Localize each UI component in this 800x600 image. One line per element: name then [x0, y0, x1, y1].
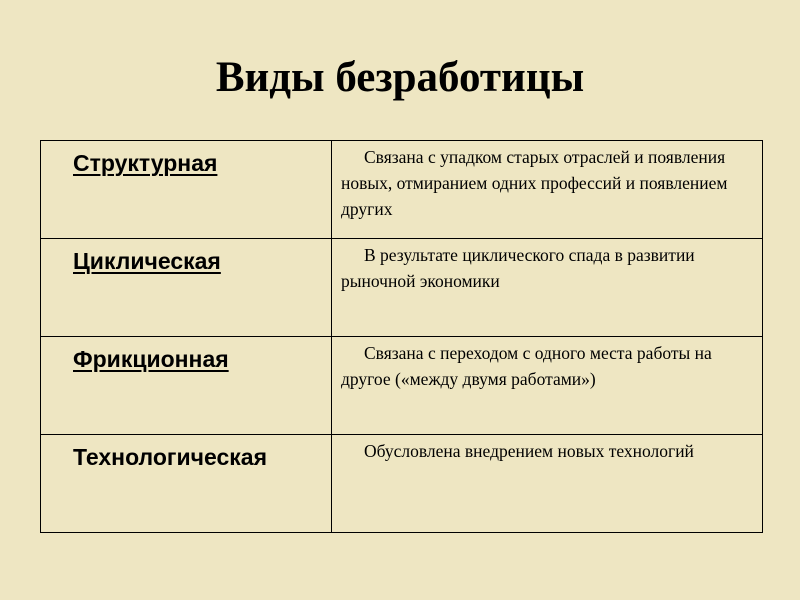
type-name: Циклическая [73, 248, 221, 274]
type-name-cell [41, 435, 332, 533]
type-description-cell [332, 141, 763, 239]
type-name-cell [41, 141, 332, 239]
table-row [41, 337, 763, 435]
type-name: Технологическая [73, 444, 267, 470]
type-description: Обусловлена внедрением новых технологий [364, 441, 694, 461]
type-description: Связана с упадком старых отраслей и появления новых, отмиранием одних профессий и появлением других [341, 147, 728, 219]
unemployment-types-table [40, 140, 763, 533]
type-description-cell [332, 435, 763, 533]
type-name-cell [41, 239, 332, 337]
type-description-cell [332, 337, 763, 435]
type-name: Фрикционная [73, 346, 229, 372]
table-row [41, 141, 763, 239]
type-description-cell [332, 239, 763, 337]
type-description: Связана с переходом с одного места работы на другое («между двумя работами») [341, 343, 712, 389]
type-name: Структурная [73, 150, 218, 176]
table-row [41, 239, 763, 337]
page-title: Виды безработицы [215, 54, 585, 101]
type-description: В результате циклического спада в развитии рыночной экономики [341, 245, 695, 291]
type-name-cell [41, 337, 332, 435]
table-row [41, 435, 763, 533]
